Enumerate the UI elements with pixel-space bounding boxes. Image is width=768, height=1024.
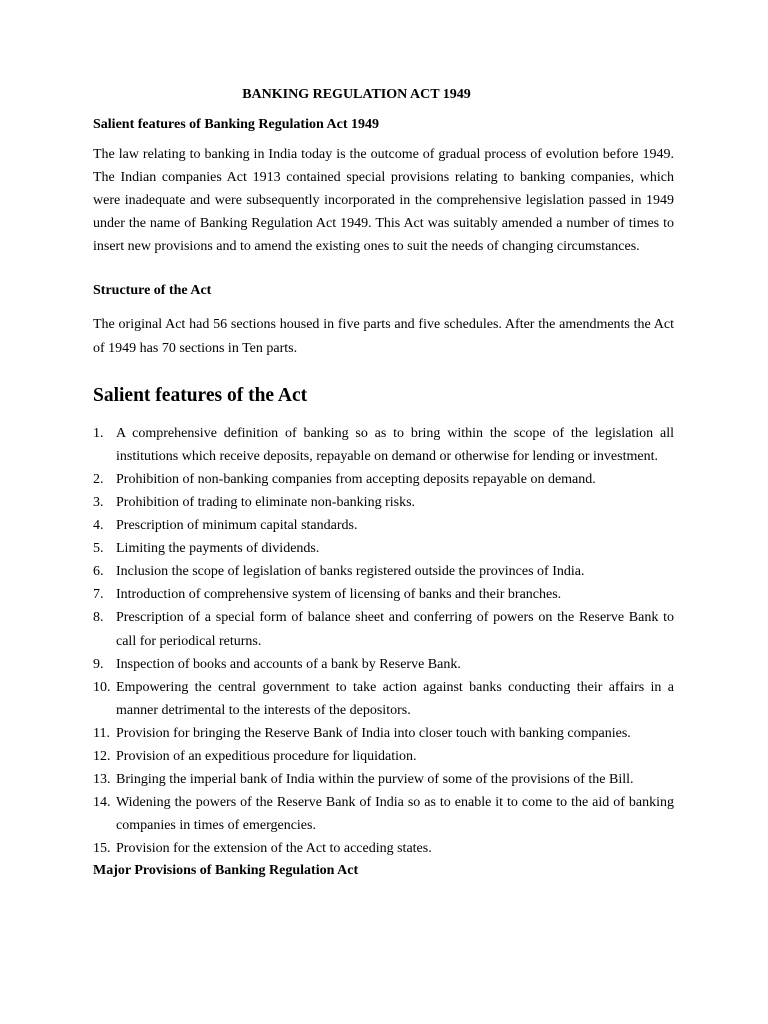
list-item-number: 2. [93, 471, 104, 487]
features-list [93, 422, 674, 861]
list-item [93, 653, 674, 676]
list-item [93, 606, 674, 652]
list-item [93, 560, 674, 583]
list-item-number: 4. [93, 518, 104, 534]
major-provisions-heading: Major Provisions of Banking Regulation Act [93, 863, 359, 879]
intro-paragraph: The law relating to banking in India today is the outcome of gradual process of evolution before 1949. The Indian companies Act 1913 contained special provisions relating to banking companies, which were inadequate and were subsequently incorporated in the comprehensive legislation passed in 1949 under the name of Banking Regulation Act 1949. This Act was suitably amended a number of times to insert new provisions and to amend the existing ones to suit the needs of changing circumstances. [93, 147, 674, 255]
list-item-text: Prescription of minimum capital standards. [116, 518, 358, 534]
list-item-text: Widening the powers of the Reserve Bank of India so as to enable it to come to the aid of banking companies in times of emergencies. [116, 795, 674, 834]
list-item-text: Bringing the imperial bank of India within the purview of some of the provisions of the Bill. [116, 772, 634, 788]
list-item-text: Prohibition of trading to eliminate non-banking risks. [116, 494, 416, 510]
list-item [93, 537, 674, 560]
list-item [93, 676, 674, 722]
list-item-text: Prohibition of non-banking companies from accepting deposits repayable on demand. [116, 471, 596, 487]
list-item-number: 9. [93, 656, 104, 672]
list-item-number: 5. [93, 541, 104, 557]
list-item-number: 8. [93, 610, 104, 626]
list-item [93, 514, 674, 537]
list-item-number: 10. [93, 679, 111, 695]
list-item-text: Introduction of comprehensive system of licensing of banks and their branches. [116, 587, 562, 603]
list-item-number: 1. [93, 425, 104, 441]
list-item [93, 491, 674, 514]
list-item-text: Inclusion the scope of legislation of banks registered outside the provinces of India. [116, 564, 585, 580]
list-item-text: Empowering the central government to take action against banks conducting their affairs in a manner detrimental to the interests of the depositors. [116, 679, 674, 718]
list-item-number: 13. [93, 772, 111, 788]
list-item-number: 6. [93, 564, 104, 580]
list-item-number: 11. [93, 725, 110, 741]
list-item-text: Provision for the extension of the Act to acceding states. [116, 841, 432, 857]
document-page [93, 86, 674, 880]
list-item-text: A comprehensive definition of banking so as to bring within the scope of the legislation all institutions which receive deposits, repayable on demand or otherwise for lending or investment. [116, 425, 674, 464]
features-heading: Salient features of the Act [93, 384, 308, 406]
structure-heading: Structure of the Act [93, 283, 212, 299]
salient-intro-heading: Salient features of Banking Regulation Act 1949 [93, 117, 379, 132]
list-item [93, 768, 674, 791]
list-item-number: 14. [93, 795, 111, 811]
list-item-number: 15. [93, 841, 111, 857]
list-item [93, 745, 674, 768]
list-item-text: Provision for bringing the Reserve Bank of India into closer touch with banking companies. [116, 725, 631, 741]
list-item-number: 7. [93, 587, 104, 603]
list-item [93, 722, 674, 745]
list-item [93, 422, 674, 468]
document-title: BANKING REGULATION ACT 1949 [242, 87, 471, 102]
list-item-text: Inspection of books and accounts of a bank by Reserve Bank. [116, 656, 461, 672]
list-item [93, 583, 674, 606]
list-item-text: Provision of an expeditious procedure for liquidation. [116, 748, 417, 764]
list-item-text: Limiting the payments of dividends. [116, 541, 320, 557]
structure-paragraph: The original Act had 56 sections housed in five parts and five schedules. After the amendments the Act of 1949 has 70 sections in Ten parts. [93, 317, 674, 356]
list-item-number: 3. [93, 494, 104, 510]
list-item-text: Prescription of a special form of balance sheet and conferring of powers on the Reserve Bank to call for periodical returns. [116, 610, 674, 649]
list-item-number: 12. [93, 748, 111, 764]
list-item [93, 468, 674, 491]
list-item [93, 791, 674, 837]
list-item [93, 837, 674, 860]
